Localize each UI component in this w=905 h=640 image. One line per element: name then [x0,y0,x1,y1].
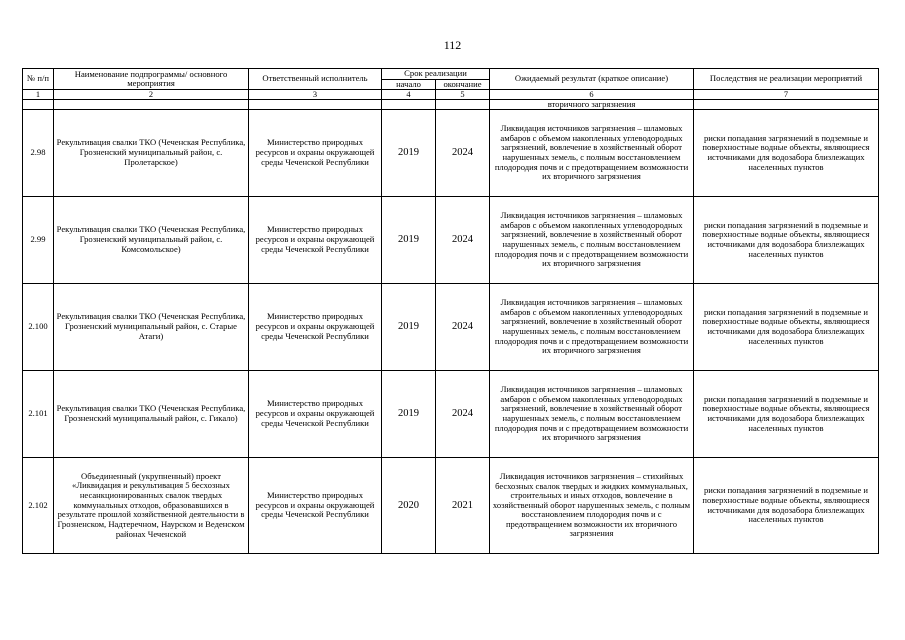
end-year: 2024 [436,110,490,197]
measure-name: Рекультивация свалки ТКО (Чеченская Республика, Грозненский муниципальный район, с. Комсомольское) [54,197,249,284]
measure-name: Рекультивация свалки ТКО (Чеченская Республика, Грозненский муниципальный район, с. Старые Атаги) [54,284,249,371]
row-number: 2.102 [23,458,54,554]
column-number: 6 [490,90,694,100]
start-year: 2019 [382,284,436,371]
header-result: Ожидаемый результат (краткое описание) [490,69,694,90]
header-executor: Ответственный исполнитель [249,69,382,90]
end-year: 2024 [436,197,490,284]
start-year: 2019 [382,197,436,284]
consequences: риски попадания загрязнений в подземные и поверхностные водные объекты, являющиеся источниками для водозабора близлежащих населенных пунктов [694,458,879,554]
measure-name: Рекультивация свалки ТКО (Чеченская Республика, Грозненский муниципальный район, с. Пролетарское) [54,110,249,197]
column-number: 3 [249,90,382,100]
consequences: риски попадания загрязнений в подземные и поверхностные водные объекты, являющиеся источниками для водозабора близлежащих населенных пунктов [694,110,879,197]
table-row [23,110,879,197]
start-year: 2019 [382,371,436,458]
executor: Министерство природных ресурсов и охраны окружающей среды Чеченской Республики [249,284,382,371]
table-row [23,371,879,458]
page-number: 112 [443,38,462,52]
start-year: 2020 [382,458,436,554]
executor: Министерство природных ресурсов и охраны окружающей среды Чеченской Республики [249,371,382,458]
header-name: Наименование подпрограммы/ основного мероприятия [54,69,249,90]
executor: Министерство природных ресурсов и охраны окружающей среды Чеченской Республики [249,110,382,197]
measure-name: Объединенный (укрупненный) проект «Ликвидация и рекультивация 5 бесхозных несанкционированных свалок твердых коммунальных отходов, образовавшихся в результате прошлой хозяйственной деятельности в Грозненском, Надтеречном, Наурском и Веденском районах Чеченской [54,458,249,554]
header-consequences: Последствия не реализации мероприятий [694,69,879,90]
column-number: 5 [436,90,490,100]
header-num: № п/п [23,69,54,90]
column-number: 4 [382,90,436,100]
executor: Министерство природных ресурсов и охраны окружающей среды Чеченской Республики [249,197,382,284]
start-year: 2019 [382,110,436,197]
measure-name: Рекультивация свалки ТКО (Чеченская Республика, Грозненский муниципальный район, с. Гикало) [54,371,249,458]
table-row [23,458,879,554]
end-year: 2024 [436,371,490,458]
expected-result: Ликвидация источников загрязнения – шламовых амбаров с объемом накопленных углеводородных загрязнений, вовлечение в хозяйственный оборот нарушенных земель, с полным восстановлением плодородия почв и с предотвращением возможности их вторичного загрязнения [490,110,694,197]
measures-table [22,68,879,554]
row-number: 2.100 [23,284,54,371]
table-row [23,284,879,371]
column-numbers-row [23,90,879,100]
row-number: 2.101 [23,371,54,458]
expected-result: Ликвидация источников загрязнения – шламовых амбаров с объемом накопленных углеводородных загрязнений, вовлечение в хозяйственный оборот нарушенных земель, с полным восстановлением плодородия почв и с предотвращением возможности их вторичного загрязнения [490,284,694,371]
row-number: 2.98 [23,110,54,197]
consequences: риски попадания загрязнений в подземные и поверхностные водные объекты, являющиеся источниками для водозабора близлежащих населенных пунктов [694,371,879,458]
expected-result: Ликвидация источников загрязнения – стихийных бесхозных свалок твердых и жидких коммунальных, строительных и иных отходов, вовлечение в хозяйственный оборот нарушенных земель, с полным восстановлением плодородия почв и с предотвращением возможности их вторичного загрязнения [490,458,694,554]
header-period: Срок реализации [382,69,490,80]
header-end: окончание [436,79,490,90]
table-row [23,197,879,284]
continuation-row [23,100,879,110]
row-number: 2.99 [23,197,54,284]
continuation-text: вторичного загрязнения [490,100,694,110]
column-number: 2 [54,90,249,100]
consequences: риски попадания загрязнений в подземные и поверхностные водные объекты, являющиеся источниками для водозабора близлежащих населенных пунктов [694,197,879,284]
column-number: 1 [23,90,54,100]
column-number: 7 [694,90,879,100]
expected-result: Ликвидация источников загрязнения – шламовых амбаров с объемом накопленных углеводородных загрязнений, вовлечение в хозяйственный оборот нарушенных земель, с полным восстановлением плодородия почв и с предотвращением возможности их вторичного загрязнения [490,371,694,458]
consequences: риски попадания загрязнений в подземные и поверхностные водные объекты, являющиеся источниками для водозабора близлежащих населенных пунктов [694,284,879,371]
executor: Министерство природных ресурсов и охраны окружающей среды Чеченской Республики [249,458,382,554]
header-start: начало [382,79,436,90]
end-year: 2021 [436,458,490,554]
end-year: 2024 [436,284,490,371]
expected-result: Ликвидация источников загрязнения – шламовых амбаров с объемом накопленных углеводородных загрязнений, вовлечение в хозяйственный оборот нарушенных земель, с полным восстановлением плодородия почв и с предотвращением возможности их вторичного загрязнения [490,197,694,284]
